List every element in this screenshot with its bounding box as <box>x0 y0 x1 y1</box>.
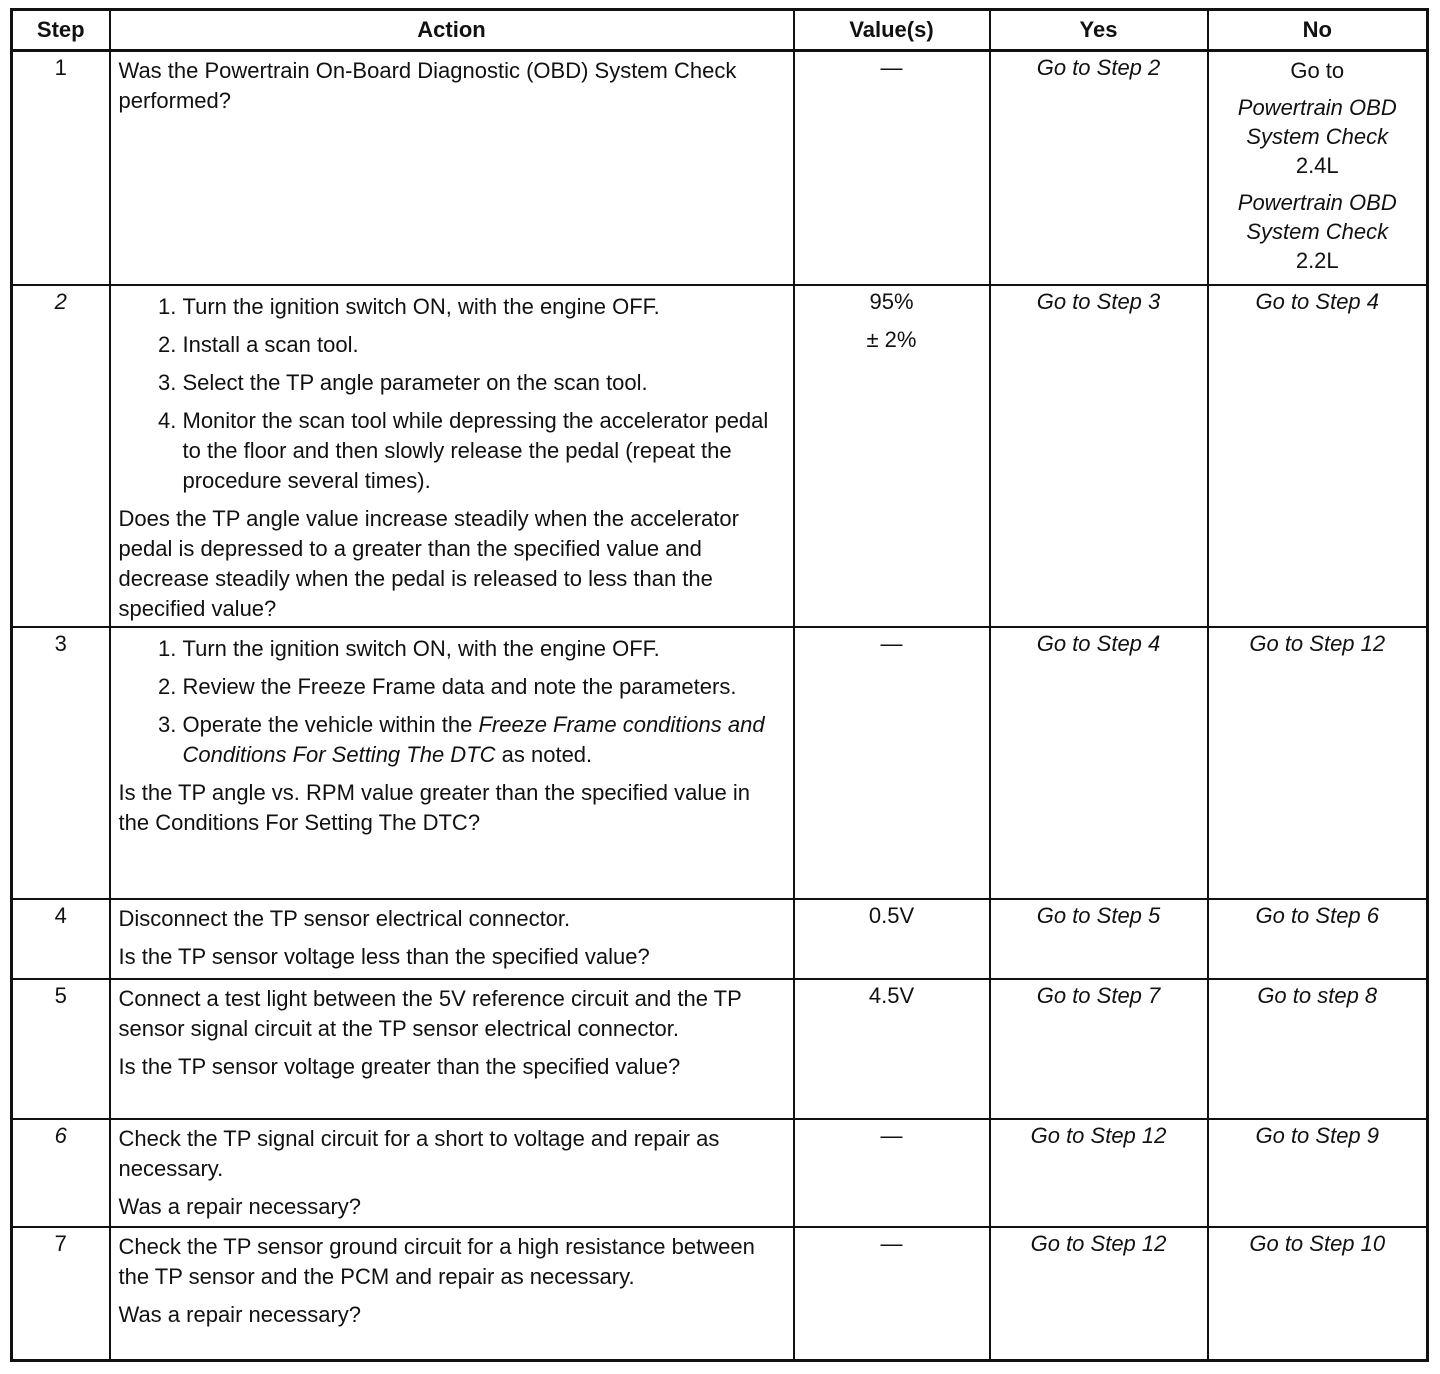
value-cell <box>794 285 990 627</box>
action-cell <box>110 979 794 1119</box>
value-cell: — <box>794 51 990 285</box>
list-item-text: Operate the vehicle within the <box>182 711 479 737</box>
yes-result: Go to Step 2 <box>990 51 1208 285</box>
step-number: 3 <box>12 627 110 899</box>
value-cell: — <box>794 1227 990 1361</box>
table-row <box>12 1119 1428 1227</box>
table-row <box>12 1227 1428 1361</box>
instruction-text: Disconnect the TP sensor electrical connector. <box>118 905 571 931</box>
yes-result: Go to Step 4 <box>990 627 1208 899</box>
list-item: 3. Select the TP angle parameter on the scan tool. <box>183 368 785 398</box>
action-cell <box>110 627 794 899</box>
instruction-text: Connect a test light between the 5V reference circuit and the TP sensor signal circuit at the TP sensor electrical connector. <box>118 985 742 1041</box>
question-text: Is the TP sensor voltage greater than the specified value? <box>118 1053 681 1079</box>
table-row <box>12 285 1428 627</box>
no-prefix: Go to <box>1290 58 1345 83</box>
value-tolerance: ± 2% <box>866 326 917 352</box>
question-text: Does the TP angle value increase steadily when the accelerator pedal is depressed to a greater than the specified value and decrease steadily when the pedal is released to less than the specified value? <box>118 505 739 621</box>
instruction-list <box>119 292 785 496</box>
step-number: 6 <box>12 1119 110 1227</box>
action-cell <box>110 51 794 285</box>
instruction-text: Check the TP signal circuit for a short to voltage and repair as necessary. <box>118 1125 720 1181</box>
action-cell <box>110 1227 794 1361</box>
header-values: Value(s) <box>794 10 990 51</box>
yes-result: Go to Step 12 <box>990 1119 1208 1227</box>
instruction-list <box>119 634 785 770</box>
no-result: Go to Step 6 <box>1208 899 1428 979</box>
instruction-text: Check the TP sensor ground circuit for a high resistance between the TP sensor and the PCM and repair as necessary. <box>118 1233 755 1289</box>
action-cell <box>110 1119 794 1227</box>
question-text: Is the TP sensor voltage less than the specified value? <box>118 943 650 969</box>
no-sub-22: 2.2L <box>1295 248 1339 273</box>
question-text: Was a repair necessary? <box>118 1301 362 1327</box>
step-number: 1 <box>12 51 110 285</box>
table-row <box>12 627 1428 899</box>
yes-result: Go to Step 3 <box>990 285 1208 627</box>
freeze-frame-reference: Freeze Frame conditions and Conditions For Setting The DTC <box>182 711 765 767</box>
table-row <box>12 899 1428 979</box>
no-result: Go to step 8 <box>1208 979 1428 1119</box>
header-step: Step <box>12 10 110 51</box>
value-cell: 4.5V <box>794 979 990 1119</box>
list-item: 4. Monitor the scan tool while depressing the accelerator pedal to the floor and then slowly release the pedal (repeat the procedure several times). <box>183 406 785 496</box>
header-action: Action <box>110 10 794 51</box>
no-sub-24: 2.4L <box>1295 153 1339 178</box>
question-text: Was a repair necessary? <box>118 1193 362 1219</box>
list-item <box>183 710 785 770</box>
yes-result: Go to Step 7 <box>990 979 1208 1119</box>
list-item: 2. Install a scan tool. <box>183 330 785 360</box>
no-link-obd-22: Powertrain OBD System Check <box>1237 190 1397 244</box>
list-item: 1. Turn the ignition switch ON, with the engine OFF. <box>183 292 785 322</box>
no-result: Go to Step 9 <box>1208 1119 1428 1227</box>
value-cell: — <box>794 627 990 899</box>
value-cell: — <box>794 1119 990 1227</box>
action-cell <box>110 899 794 979</box>
question-text: Is the TP angle vs. RPM value greater than the specified value in the Conditions For Setting The DTC? <box>118 779 750 835</box>
step-number: 2 <box>12 285 110 627</box>
diagnostic-table <box>10 8 1429 1362</box>
list-item: 2. Review the Freeze Frame data and note the parameters. <box>183 672 785 702</box>
no-result: Go to Step 12 <box>1208 627 1428 899</box>
list-item: 1. Turn the ignition switch ON, with the engine OFF. <box>183 634 785 664</box>
list-item-text-end: as noted. <box>495 741 593 767</box>
yes-result: Go to Step 12 <box>990 1227 1208 1361</box>
yes-result: Go to Step 5 <box>990 899 1208 979</box>
no-link-obd-24: Powertrain OBD System Check <box>1237 95 1397 149</box>
question-text: Was the Powertrain On-Board Diagnostic (OBD) System Check performed? <box>118 58 737 113</box>
step-number: 7 <box>12 1227 110 1361</box>
value-line: 95% <box>869 288 914 314</box>
step-number: 5 <box>12 979 110 1119</box>
action-cell <box>110 285 794 627</box>
table-row <box>12 51 1428 285</box>
no-result: Go to Step 10 <box>1208 1227 1428 1361</box>
header-yes: Yes <box>990 10 1208 51</box>
header-row <box>12 10 1428 51</box>
no-result-cell <box>1208 51 1428 285</box>
header-no: No <box>1208 10 1428 51</box>
step-number: 4 <box>12 899 110 979</box>
no-result: Go to Step 4 <box>1208 285 1428 627</box>
table-row <box>12 979 1428 1119</box>
value-cell: 0.5V <box>794 899 990 979</box>
